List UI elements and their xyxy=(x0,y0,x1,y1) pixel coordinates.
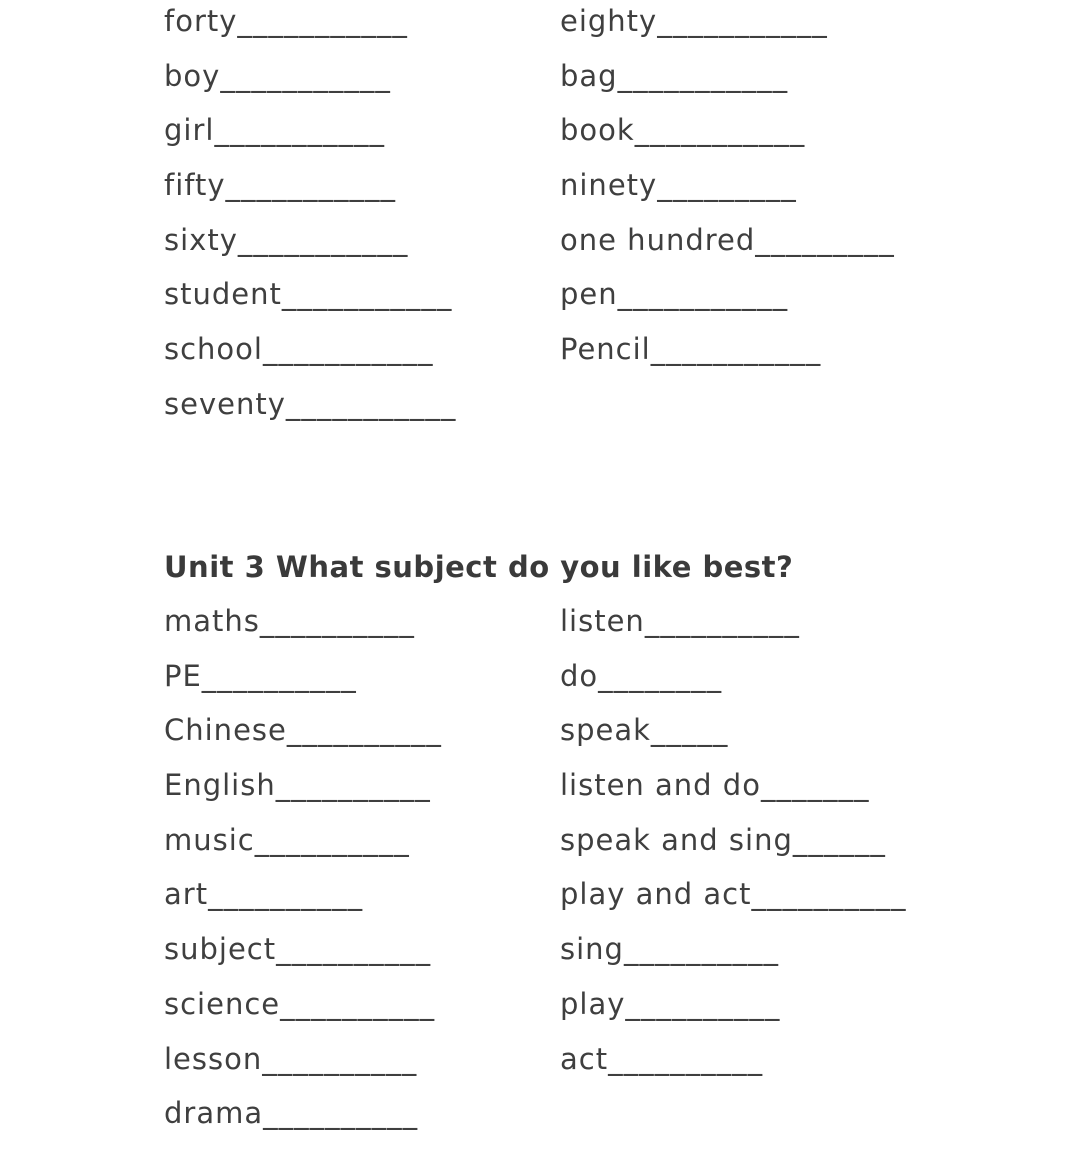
vocab-entry: subject__________ xyxy=(164,932,432,967)
vocab-entry: music__________ xyxy=(164,822,410,857)
vocab-entry: sixty___________ xyxy=(164,222,409,257)
vocab-entry: fifty___________ xyxy=(164,168,396,203)
vocab-entry: sing__________ xyxy=(560,932,779,967)
vocab-entry: science__________ xyxy=(164,986,436,1021)
vocab-entry: drama__________ xyxy=(164,1096,419,1131)
unit-3-heading: Unit 3 What subject do you like best? xyxy=(164,550,794,584)
vocab-entry: English__________ xyxy=(164,768,431,803)
vocab-entry: play and act__________ xyxy=(560,877,907,912)
vocab-entry: one hundred_________ xyxy=(560,222,895,257)
vocab-entry: seventy___________ xyxy=(164,386,457,421)
vocab-entry: girl___________ xyxy=(164,113,385,148)
vocabulary-list-numbers xyxy=(164,2,924,440)
vocab-entry: listen and do_______ xyxy=(560,768,870,803)
vocab-entry: book___________ xyxy=(560,113,806,148)
vocab-entry: forty___________ xyxy=(164,4,408,38)
vocab-entry: Pencil___________ xyxy=(560,332,822,367)
vocab-entry: speak and sing______ xyxy=(560,822,886,857)
vocab-entry: bag___________ xyxy=(560,58,789,93)
vocabulary-list-subjects xyxy=(164,602,924,1149)
vocab-entry: Chinese__________ xyxy=(164,713,442,748)
vocab-entry: PE__________ xyxy=(164,658,357,693)
vocab-entry: boy___________ xyxy=(164,58,391,93)
vocab-entry: eighty___________ xyxy=(560,4,828,38)
vocab-entry: student___________ xyxy=(164,277,453,312)
vocab-entry: maths__________ xyxy=(164,604,415,638)
vocab-entry: art__________ xyxy=(164,877,364,912)
vocab-entry: ninety_________ xyxy=(560,168,797,203)
vocab-entry: do________ xyxy=(560,658,723,693)
vocab-entry: lesson__________ xyxy=(164,1041,418,1076)
vocab-entry: play__________ xyxy=(560,986,781,1021)
vocab-entry: pen___________ xyxy=(560,277,789,312)
vocab-entry: speak_____ xyxy=(560,713,729,748)
vocab-entry: listen__________ xyxy=(560,604,800,638)
vocab-entry: school___________ xyxy=(164,332,434,367)
vocab-entry: act__________ xyxy=(560,1041,764,1076)
